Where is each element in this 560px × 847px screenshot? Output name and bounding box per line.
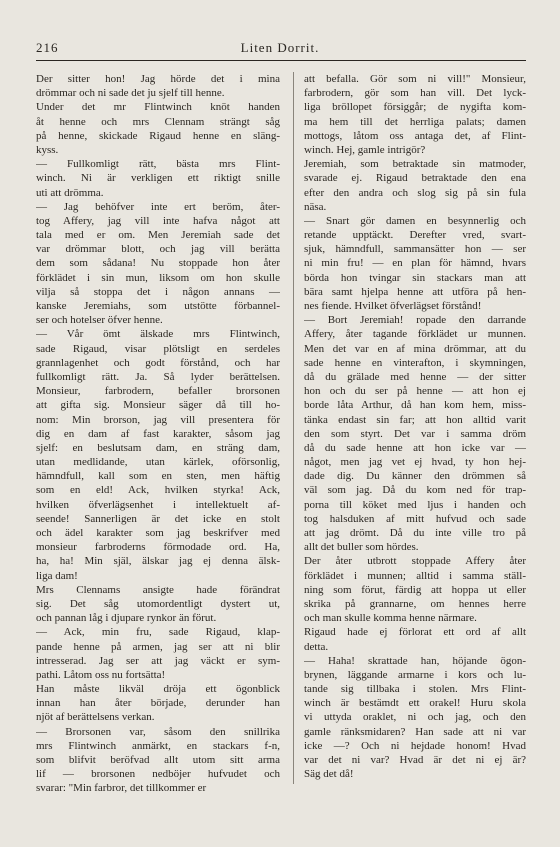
text-line: Affery, åter tagande förklädet ur munnen. xyxy=(304,328,526,341)
text-line: njöt af berättelsens verkan. xyxy=(36,711,155,724)
text-line: på henne, skickade Rigaud henne en släng- xyxy=(36,129,280,142)
text-line: Men det var en af mina drömmar, att du xyxy=(304,342,526,355)
text-line: ha, ha! Min själ, älskar jag ej denna älsk- xyxy=(36,555,280,568)
text-line: att befalla. Gör som ni vill!" Monsieur, xyxy=(304,73,526,85)
text-line: — Jag behöfver inte ert beröm, åter- xyxy=(36,200,280,213)
text-line: pathi. Låtom oss nu fortsätta! xyxy=(36,668,166,681)
text-line: tande sig tillbaka i stolen. Mrs Flint- xyxy=(304,683,526,696)
text-line: — Bort Jeremiah! ropade den darrande xyxy=(304,314,526,327)
text-line: svarade ej. Rigaud betraktade den ena xyxy=(304,172,526,185)
text-line: tala med er om. Men Jeremiah sade det xyxy=(36,229,280,242)
text-line: sig. Det såg utomordentligt dystert ut, xyxy=(36,597,280,610)
text-line: den som styrt. Det var i samma dröm xyxy=(304,427,526,440)
text-line: vilja så stoppa det i någon annans — xyxy=(36,285,280,298)
text-line: — Vår ömt älskade mrs Flintwinch, xyxy=(36,328,280,341)
text-line: sjelf: en beslutsam dam, en sträng dam, xyxy=(36,441,280,454)
text-line: ma hem till det herrliga palats; damen xyxy=(304,115,526,128)
text-line: winch är bestämdt ett orakel! Huru skola xyxy=(304,697,526,710)
text-line: dem som sådana! Nu stoppade hon åter xyxy=(36,257,280,270)
text-line: ser och hotelser öfver henne. xyxy=(36,314,163,327)
page-number: 216 xyxy=(36,40,59,55)
column-divider xyxy=(293,72,294,784)
text-line: förklädet i munnen; alltid i samma ställ- xyxy=(304,569,526,582)
text-line: skrika på grannarne, om hennes herre xyxy=(304,597,526,610)
text-line: tog Affery, jag vill inte hafva något att xyxy=(36,214,280,227)
text-line: uti att drömma. xyxy=(36,186,104,199)
text-line: Der åter utbrott stoppade Affery åter xyxy=(304,555,526,568)
text-line: retande upptäckt. Derefter vred, svart- xyxy=(304,229,526,242)
text-line: efter den andra och slog sig på sin fula xyxy=(304,186,526,199)
text-line: kanske Jeremiahs, som utstötte förbannel- xyxy=(36,300,280,312)
text-line: winch. Ni är verkligen ett riktigt snille xyxy=(36,172,280,185)
text-line: kyss. xyxy=(36,143,59,156)
text-line: lif — brorsonen nedböjer hufvudet och xyxy=(36,768,280,781)
text-line: winch. Hej, gamle intrigör? xyxy=(304,143,426,156)
text-line: detta. xyxy=(304,640,329,653)
text-line: Han måste likväl dröja ett ögonblick xyxy=(36,683,280,696)
text-line: då du grälade med henne — der sitter xyxy=(304,370,526,383)
text-line: Rigaud hade ej förlorat ett ord af allt xyxy=(304,626,526,639)
text-line: allt det buller som hördes. xyxy=(304,541,419,554)
text-line: vi uttyda oraklet, ni och jag, och den xyxy=(304,711,526,724)
text-line: fullkomligt rätt. Ja. Så lyder berättelsen. xyxy=(36,370,280,383)
text-line: sjuk, hämndfull, sammansätter hon — ser xyxy=(304,243,526,256)
text-line: ning som förut, färdig att hoppa ut eller xyxy=(304,583,526,596)
text-line: seende! Sannerligen är det icke en stolt xyxy=(36,512,280,525)
text-line: tog halsduken af mitt hufvud och sade xyxy=(304,512,526,525)
text-line: mottogs, låtom oss antaga det, af Flint- xyxy=(304,129,526,142)
text-line: gamle ränksmidaren? Han sade att ni var xyxy=(304,725,526,738)
left-column xyxy=(36,72,280,796)
text-line: bära samt hjelpa henne att utföra på hen- xyxy=(304,285,526,298)
book-title: Liten Dorrit. xyxy=(240,40,320,55)
text-line: något, men jag vet ej hvad, ty hon hej- xyxy=(304,456,526,469)
running-head xyxy=(36,40,524,58)
text-line: utan medlidande, utan kärlek, oförsonlig, xyxy=(36,456,280,469)
text-line: sade Rigaud, visar plötsligt en serdeles xyxy=(36,342,280,355)
text-line: — Haha! skrattade han, höjande ögon- xyxy=(304,654,526,667)
text-line: icke —? Och ni hejdade honom! Hvad xyxy=(304,739,526,752)
text-line: porna till köket med ljus i handen och xyxy=(304,498,526,511)
text-line: pande henne på armen, jag ser att ni blir xyxy=(36,640,280,653)
text-line: drömmar och ni sade det ju sjelf till henne. xyxy=(36,87,225,100)
text-line: som blifvit beröfvad allt utom sitt arma xyxy=(36,754,280,766)
text-line: Monsieur, farbrodern, befaller brorsonen xyxy=(36,385,280,398)
text-line: ni min fru! — en plan för hämnd, hvars xyxy=(304,257,526,270)
text-line: var det ni var? Hvad är det ni ej är? xyxy=(304,754,526,766)
text-line: Säg det då! xyxy=(304,768,354,781)
text-line: och ädel karakter som jag beskrifver med xyxy=(36,527,280,539)
text-line: och pannan låg i djupare rynkor än förut. xyxy=(36,612,217,625)
text-line: väl som jag. Då du kom ned för trap- xyxy=(304,484,526,497)
text-line: då du sade henne att hon icke var — xyxy=(304,441,526,454)
text-line: nom: Min brorson, jag vill presentera för xyxy=(36,413,280,426)
text-line: liga bröllopet försiggår; de nygifta kom- xyxy=(304,101,526,114)
text-line: intresserad. Jag ser att jag väckt er sym- xyxy=(36,654,280,667)
text-line: förklädet i sin mun, liksom om hon skulle xyxy=(36,271,280,284)
text-line: — Brorsonen var, såsom den snillrika xyxy=(36,725,280,738)
text-line: var drömmar blott, och jag vill berätta xyxy=(36,243,280,256)
text-line: Under det mr Flintwinch knöt handen xyxy=(36,101,280,114)
header-rule xyxy=(36,60,526,61)
text-line: dig en dam af fast karakter, såsom jag xyxy=(36,427,280,440)
text-line: monsieur farbroderns förmodade ord. Ha, xyxy=(36,541,280,554)
text-line: — Fullkomligt rätt, bästa mrs Flint- xyxy=(36,158,280,171)
text-line: hämndfull, kall som en sten, men häftig xyxy=(36,470,280,483)
text-line: hon och du ser på henne — att hon ej xyxy=(304,385,526,398)
text-line: hvilken öfverlägsenhet i intellektuelt af- xyxy=(36,498,280,511)
text-line: farbrodern, gör som han vill. Det lyck- xyxy=(304,87,526,100)
text-line: att gifta sig. Monsieur säger då till ho- xyxy=(36,399,280,412)
text-line: tänka endast sin far; att hon alltid varit xyxy=(304,413,526,426)
text-line: liga dam! xyxy=(36,569,78,582)
text-line: sade henne en vinterafton, i skymningen, xyxy=(304,356,526,369)
text-line: Mrs Clennams ansigte hade förändrat xyxy=(36,583,280,596)
text-line: och man skulle komma henne närmare. xyxy=(304,612,477,625)
text-line: grannlagenhet och godt förstånd, och har xyxy=(36,356,280,369)
right-column xyxy=(304,72,526,781)
text-line: dade dig. Du känner den drömmen så xyxy=(304,470,526,483)
text-line: att jag drömt. Då du inte ville tro på xyxy=(304,527,526,539)
text-line: Der sitter hon! Jag hörde det i mina xyxy=(36,73,280,85)
text-line: — Snart gör damen en besynnerlig och xyxy=(304,214,526,227)
text-line: brynen, läggande armarne i kors och lu- xyxy=(304,668,526,681)
text-line: — Ack, min fru, sade Rigaud, klap- xyxy=(36,626,280,639)
text-line: Jeremiah, som betraktade sin matmoder, xyxy=(304,158,526,171)
text-line: borde låta Arthur, då han kom hem, miss- xyxy=(304,399,526,412)
text-line: åt henne och mrs Clennam strängt såg xyxy=(36,115,280,128)
text-line: mrs Flintwinch anmärkt, en stackars f-n, xyxy=(36,739,280,752)
text-line: nes fiende. Hvilket öfverlägset förstånd! xyxy=(304,300,482,312)
text-line: som en eld! Ack, hvilken styrka! Ack, xyxy=(36,484,280,497)
text-line: näsa. xyxy=(304,200,327,213)
text-line: svarar: "Min farbror, det tillkommer er xyxy=(36,782,207,795)
text-line: börda hon tvingar sin stackars man att xyxy=(304,271,526,284)
text-line: innan han åter började, derunder han xyxy=(36,697,280,710)
